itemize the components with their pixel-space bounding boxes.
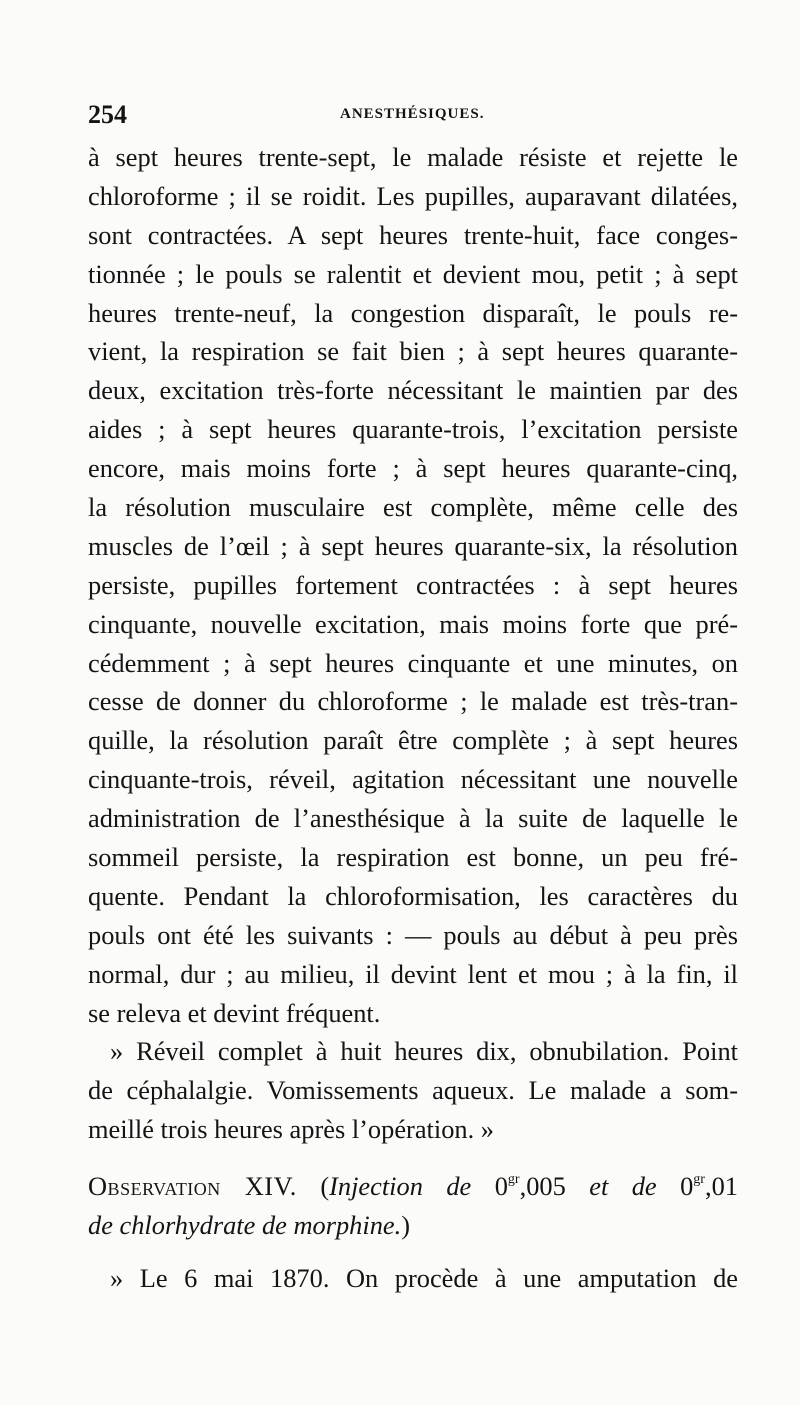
text-line: pouls ont été les suivants : — pouls au début à peu près [88,919,738,950]
text-line: cinquante, nouvelle excitation, mais moins forte que pré- [88,608,738,639]
text-line: cesse de donner du chloroforme ; le malade est très-tran- [88,686,738,717]
open-paren: ( [320,1171,330,1202]
observation-heading-line-2 [88,1206,738,1245]
text-line: quille, la résolution paraît être complète ; à sept heures [88,725,738,756]
paragraph-1 [88,138,738,1032]
text-line: cinquante-trois, réveil, agitation nécessitant une nouvelle [88,764,738,795]
text-line: sont contractées. A sept heures trente-huit, face conges- [88,219,738,250]
dose-2-unit: gr [693,1172,705,1188]
running-head: ANESTHÉSIQUES. [340,106,485,122]
text-line: sommeil persiste, la respiration est bonne, un peu fré- [88,842,738,873]
observation-label: Observation XIV. [88,1171,297,1202]
dose-1-fraction: ,005 [519,1171,566,1202]
text-line: encore, mais moins forte ; à sept heures quarante-cinq, [88,453,738,484]
observation-text: de chlorhydrate de morphine. [88,1210,402,1241]
text-line: vient, la respiration se fait bien ; à sept heures quarante- [88,336,738,367]
text-line: tionnée ; le pouls se ralentit et devient mou, petit ; à sept [88,258,738,289]
text-line: muscles de l’œil ; à sept heures quarante-six, la résolution [88,530,738,561]
dose-1-unit: gr [507,1172,520,1188]
text-line: à sept heures trente-sept, le malade résiste et rejette le [88,142,738,172]
close-paren: ) [401,1210,411,1241]
text-line: heures trente-neuf, la congestion disparaît, le pouls re- [88,297,738,328]
observation-heading-line-1 [88,1167,738,1206]
text-line: quente. Pendant la chloroformisation, les caractères du [88,880,738,911]
text-line: administration de l’anesthésique à la suite de laquelle le [88,803,738,834]
dose-2-fraction: ,01 [704,1171,738,1202]
text-line: normal, dur ; au milieu, il devint lent et mou ; à la fin, il [88,958,738,989]
text-line: de céphalalgie. Vomissements aqueux. Le malade a som- [88,1075,738,1106]
text-line: aides ; à sept heures quarante-trois, l’excitation persiste [88,414,738,445]
text-line: » Le 6 mai 1870. On procède à une amputation de [110,1262,738,1293]
text-line: se releva et devint fréquent. [88,997,381,1028]
observation-heading [88,1167,738,1245]
text-line: deux, excitation très-forte nécessitant le maintien par des [88,375,738,406]
page-number: 254 [88,100,127,129]
section-spacer [88,1245,738,1259]
paragraph-3 [88,1259,738,1298]
text-line: cédemment ; à sept heures cinquante et une minutes, on [88,647,738,678]
text-line: persiste, pupilles fortement contractées : à sept heures [88,569,738,600]
dose-2-whole: 0 [680,1171,694,1202]
section-spacer [88,1149,738,1167]
page-header [88,100,738,134]
observation-text: Injection de [329,1171,472,1202]
text-line: la résolution musculaire est complète, même celle des [88,492,738,523]
text-line: chloroforme ; il se roidit. Les pupilles, auparavant dilatées, [88,180,738,211]
observation-text: et de [589,1171,657,1202]
text-line: » Réveil complet à huit heures dix, obnubilation. Point [110,1036,738,1067]
text-line: meillé trois heures après l’opération. » [88,1114,494,1145]
dose-1-whole: 0 [494,1171,508,1202]
paragraph-2 [88,1032,738,1149]
body-text [88,138,738,1298]
